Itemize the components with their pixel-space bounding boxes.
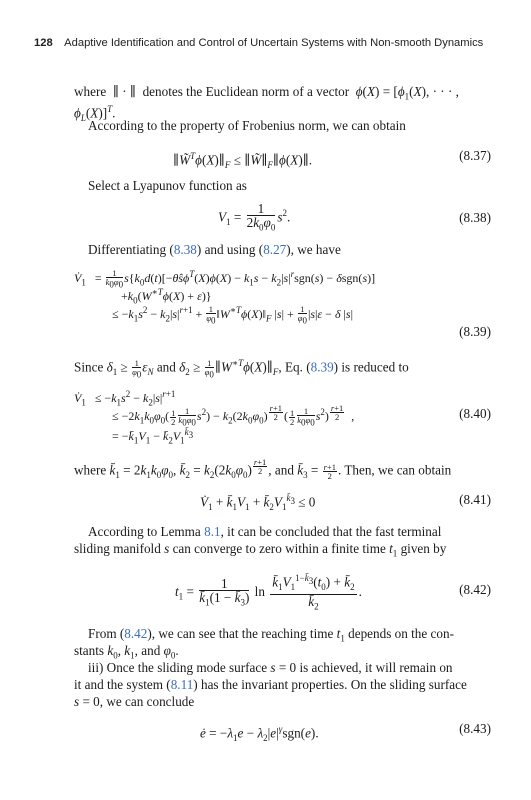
para-9-line-2: it and the system (8.11) has the invariant properties. On the sliding surface [74,677,467,692]
equation-8-39-line-2: $+k_0(W^{∗T}\phi(X) + \varepsilon)$} [121,287,212,306]
para-4: Differentiating (8.38) and using (8.27), we have [88,242,341,257]
ref-lemma-8-1[interactable]: 8.1 [204,524,221,539]
ref-8-27[interactable]: 8.27 [263,242,287,257]
para-8-line-2: stants $k_0$, $k_1$, and $\varphi_0$. [74,643,179,661]
para-1-line-2: $\phi_L(X)]^T$. [74,104,116,124]
equation-number-8-38: (8.38) [459,210,491,225]
para-7-line-2: sliding manifold s can converge to zero within a finite time $t_1$ given by [74,541,447,559]
ref-8-42[interactable]: 8.42 [124,626,148,641]
para-5: Since $\delta_1$ ≥ $\frac{1}{\varphi_0}$ $\varepsilon_N$ and $\delta_2$ ≥ $\frac{1}{\varphi_0}$ $\parallel W^{∗T}\phi(X)\parallel_F$, Eq. (8.39) is reduced to [74,357,409,380]
ref-8-38[interactable]: 8.38 [173,242,197,257]
equation-8-40-line-1: $V̇_1 \le -k_1s^2 - k_2|s|^{r+1}$ [74,389,176,408]
running-header [34,37,483,49]
equation-8-43: ė = $-\lambda_1e - \lambda_2|e|^\gamma sgn(e)$. [200,724,319,744]
para-1-line-1: where ∥ · ∥ denotes the Euclidean norm of a vector $\phi(X) = [\phi_1(X)$, · · · , [74,84,459,102]
para-6: where $k̄_1 = 2k_1k_0\varphi_0$, $k̄_2 = k_2(2k_0\varphi_0)$ $^{\frac{r+1}{2}}$ , and $k̄_3$ = $\frac{r+1}{2}$ . Then, we can obtain [74,457,452,481]
ref-8-11[interactable]: 8.11 [170,677,194,692]
page-number: 128 [34,37,53,49]
equation-8-39-line-1: $V̇_1$ = $\frac{1}{k_0\varphi_0}$ $s\{k_0d(t)[-\thetâs\phi^T(X)\phi(X) - k_1s - k_2|s|^rsgn(s) - \delta sgn(s)]$ [74,268,376,291]
equation-number-8-40: (8.40) [459,406,491,421]
equation-8-38: $V_1$ = $\frac{1}{2k_0\varphi_0}$ $s^2$. [218,201,291,233]
equation-8-37: $\parallel W̃^T\phi(X)\parallel_F$ ≤ $\parallel W̃\parallel_F\parallel\phi(X)\parallel$. [173,151,313,171]
running-title: Adaptive Identification and Control of Uncertain Systems with Non-smooth Dynamics [64,37,484,49]
para-9-line-3: s = 0, we can conclude [74,694,195,709]
equation-number-8-39: (8.39) [459,324,491,339]
equation-number-8-37: (8.37) [459,148,491,163]
equation-8-40-line-3: = $-k̄_1V_1$ − $k̄_2V_1^{k̄_3}$ [112,427,194,446]
ref-8-39[interactable]: 8.39 [310,359,334,375]
para-9-line-1: iii) Once the sliding mode surface s = 0 is achieved, it will remain on [88,660,453,675]
equation-8-41: $V̇_1$ + $k̄_1V_1$ + $k̄_2V_1^{k̄_3} \le 0$ [200,493,316,513]
para-2: According to the property of Frobenius norm, we can obtain [88,118,406,133]
para-8-line-1: From (8.42), we can see that the reaching time $t_1$ depends on the con- [88,626,454,644]
equation-number-8-43: (8.43) [459,721,491,736]
equation-number-8-41: (8.41) [459,492,491,507]
equation-8-40-line-2: ≤ $-2k_1k_0\varphi_0$( $\frac{1}{2}$ $\frac{1}{k_0\varphi_0}$ $s^2) - k_2(2k_0\varphi_0)$ $^{\frac{r+1}{2}}$ ( $\frac{1}{2}$ $\frac{1}{k_0\varphi_0}$ $s^2$) $^{\frac{r+1}{2}}$ , [112,403,355,429]
equation-8-39-line-3: ≤ $-k_1s^2 - k_2|s|^{r+1}$ + $\frac{1}{\varphi_0}$ $‖W^{∗T}\phi(X)‖_F$ |s| + $\frac{1}{\varphi_0}$ |s|ε − δ |s| [112,304,353,327]
para-7-line-1: According to Lemma 8.1, it can be concluded that the fast terminal [88,524,442,539]
equation-number-8-42: (8.42) [459,582,491,597]
equation-8-42: $t_1$ = $\frac{1}{k̄_1(1 - k̄_3)}$ ln $\frac{k̄_1V_1^{1-k̄_3}(t_0) + k̄_2}{k̄_2}$ . [175,573,362,612]
para-3: Select a Lyapunov function as [88,178,247,193]
